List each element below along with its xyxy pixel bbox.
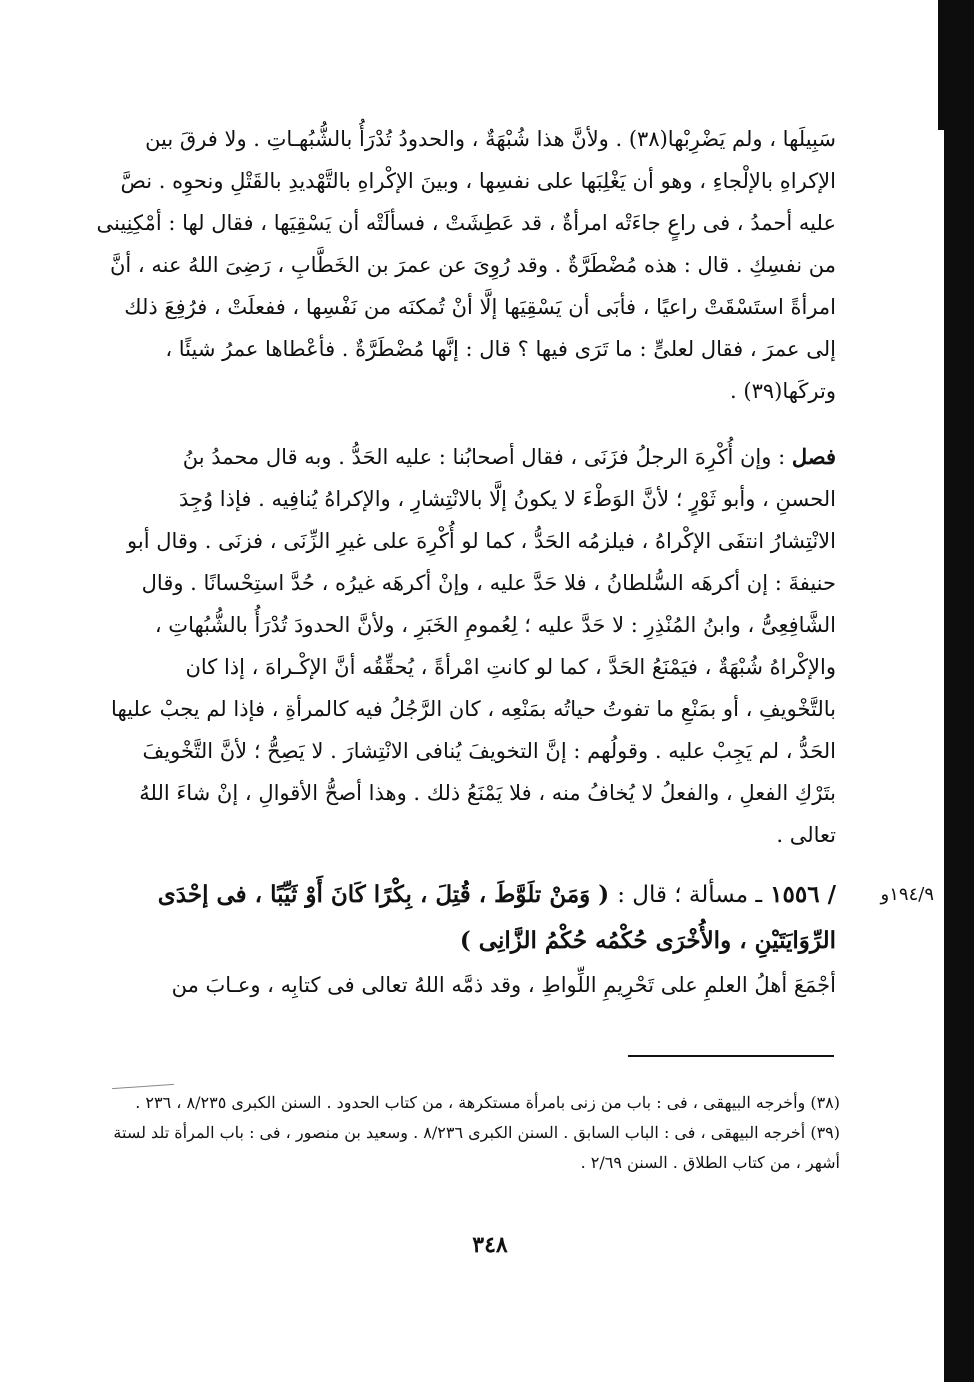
page-number: ٣٤٨ [472, 1232, 508, 1258]
text-line: بالتَّخْويفِ ، أو بمَنْعِ ما تفوتُ حياتُه بمَنْعِه ، كان الرَّجُلُ فيه كالمرأةِ ، فإذا لم يجبْ عليها [111, 697, 836, 721]
text-line: الإكراهِ بالإلْجاءِ ، وهو أن يَغْلِبَها على نفسِها ، وبينَ الإكْراهِ بالتَّهْديدِ بالقَتْلِ ونحوِه . نصَّ [120, 169, 836, 193]
paragraph-1 [96, 118, 836, 412]
text-line: أجْمَعَ أهلُ العلمِ على تَحْرِيمِ اللِّواطِ ، وقد ذمَّه اللهُ تعالى فى كتابِه ، وعـابَ من [171, 973, 836, 997]
footnote-rule [628, 1055, 834, 1057]
text-line: سَبِيلَها ، ولم يَضْرِبْها(٣٨) . ولأنَّ هذا شُبْهَةٌ ، والحدودُ تُدْرَأُ بالشُّبُهـاتِ . ولا فرقَ بين [145, 127, 836, 151]
paragraph-3 [120, 964, 836, 1006]
footnote: (٣٩) أخرجه البيهقى ، فى : الباب السابق . السنن الكبرى ٨/٢٣٦ . وسعيد بن منصور ، فى : باب المرأة تلد لستة [113, 1123, 840, 1142]
text-line: الانْتِشارُ انتفَى الإكْراهُ ، فيلزمُه الحَدُّ ، كما لو أُكْرِهَ على غيرِ الزِّنَى ، فزنَى . وقال أبو [127, 529, 836, 553]
text-line: الشَّافِعِىُّ ، وابنُ المُنْذِرِ : لا حَدَّ عليه ؛ لِعُمومِ الخَبَرِ ، ولأنَّ الحدودَ تُدْرَأُ بالشُّبُهاتِ ، [154, 613, 836, 637]
footnote: أشهر ، من كتاب الطلاق . السنن ٢/٦٩ . [580, 1153, 840, 1172]
text-line: الحسنِ ، وأبو ثَوْرٍ ؛ لأنَّ الوَطْءَ لا يكونُ إلَّا بالانْتِشارِ ، والإكراهُ يُنافِيه . فإذا وُجِدَ [178, 487, 836, 511]
footnote: (٣٨) وأخرجه البيهقى ، فى : باب من زنى بامرأة مستكرهة ، من كتاب الحدود . السنن الكبرى ٨/٢٣٥ ، ٢٣٦ . [135, 1093, 840, 1112]
text-line [120, 436, 836, 478]
masala-number: / ١٥٥٦ [770, 881, 836, 908]
text-line: والإكْراهُ شُبْهَةٌ ، فيَمْنَعُ الحَدَّ ، كما لو كانتِ امْرأةً ، يُحقِّقُه أنَّ الإكْـراهَ ، إذا كان [185, 655, 836, 679]
section-lead: فصل [791, 444, 836, 469]
text-line: حنيفةَ : إن أكرهَه السُّلطانُ ، فلا حَدَّ عليه ، وإنْ أكرهَه غيرُه ، حُدَّ استِحْسانًا . وقال [141, 571, 836, 595]
text-line: إلى عمرَ ، فقال لعلىٍّ : ما تَرَى فيها ؟ قال : إنَّها مُضْطَرَّةٌ . فأعْطاها عمرُ شيئًا ، [165, 337, 836, 361]
text-line: عليه أحمدُ ، فى راعٍ جاءَتْه امرأةٌ ، قد عَطِشَتْ ، فسألَتْه أن يَسْقِيَها ، فقال لها : أمْكِنِينى [96, 211, 836, 235]
text-line-rest: : وإن أُكْرِهَ الرجلُ فزَنَى ، فقال أصحابُنا : عليه الحَدُّ . وبه قال محمدُ بنُ [182, 445, 786, 469]
heading-line [120, 872, 836, 918]
masala-label: ـ مسألة ؛ قال : [617, 882, 763, 908]
text-line: تعالى . [776, 823, 836, 847]
scan-edge [944, 0, 974, 1382]
paragraph-2 [111, 436, 836, 856]
text-line: وتركَها(٣٩) . [730, 379, 836, 403]
footnotes [113, 1088, 840, 1178]
text-line: امرأةً استَسْقَتْ راعيًا ، فأبَى أن يَسْقِيَها إلَّا أنْ تُمكنَه من نَفْسِها ، ففعلَتْ ، فرُفِعَ ذلك [124, 295, 836, 319]
masala-heading [120, 872, 836, 964]
text-line: بتَرْكِ الفعلِ ، والفعلُ لا يُخافُ منه ، فلا يَمْنَعُ ذلك . وهذا أصحُّ الأقوالِ ، إنْ شاءَ اللهُ [139, 781, 836, 805]
margin-note: ١٩٤/٩و [880, 884, 934, 905]
text-line: الحَدُّ ، لم يَجِبْ عليه . وقولُهم : إنَّ التخويفَ يُنافى الانْتِشارَ . لا يَصِحُّ ؛ لأنَّ التَّخْويفَ [142, 739, 836, 763]
page-body [96, 118, 836, 1006]
heading-line: الرِّوَايَتَيْنِ ، والأُخْرَى حُكْمُه حُكْمُ الزَّانِى ) [459, 927, 836, 954]
scan-edge-notch [938, 0, 948, 130]
text-line: من نفسِكِ . قال : هذه مُضْطَرَّةٌ . وقد رُوِىَ عن عمرَ بن الخَطَّابِ ، رَضِىَ اللهُ عنه ، أنَّ [109, 253, 836, 277]
masala-text: ( وَمَنْ تلَوَّطَ ، قُتِلَ ، بِكْرًا كَانَ أَوْ ثَيِّبًا ، فى إحْدَى [157, 881, 610, 908]
